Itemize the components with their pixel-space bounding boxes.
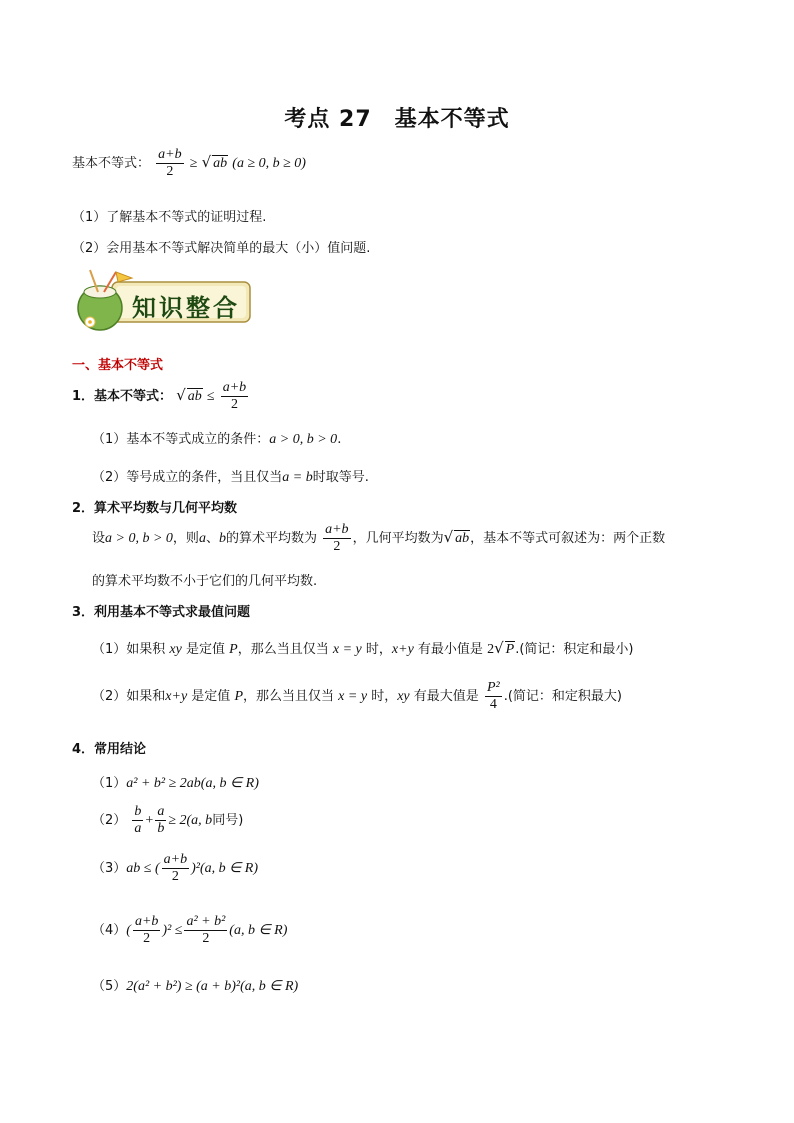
item3-heading: 3．利用基本不等式求最值问题	[72, 605, 251, 620]
intro-label: 基本不等式：	[72, 156, 151, 171]
intro-fraction: $\frac{a+b}{2}$	[158, 147, 182, 179]
conclusion-1: （1）a² + b² ≥ 2ab(a, b ∈ R)	[92, 776, 259, 791]
sqrt-icon: √	[494, 639, 504, 657]
item3-case2: （2）如果和x+y 是定值 P，那么当且仅当 x = y 时，xy 有最大值是 $\frac{\text{P²}}{4}$ .(简记：和定积最大)	[92, 680, 622, 712]
conclusion-4: （4）( $\frac{a+b}{2}$ )² ≤ $\frac{\text{a² + b²}}{2}$ (a, b ∈ R)	[92, 914, 288, 946]
sqrt-icon: √	[443, 528, 454, 546]
intro-formula: 基本不等式： $\frac{a+b}{2}$ ≥ √ ab (a ≥ 0, b ≥ 0)	[72, 147, 306, 179]
item4-heading: 4．常用结论	[72, 742, 147, 757]
banner-title: 知识整合	[132, 294, 240, 322]
item2-paragraph-line1: 设a > 0, b > 0，则a、b的算术平均数为 $\frac{a+b}{2}$ ，几何平均数为√ ab，基本不等式可叙述为：两个正数	[92, 522, 666, 554]
item1-heading: 1．基本不等式： √ ab ≤ $\frac{a+b}{2}$	[72, 380, 247, 412]
requirement-1: （1）了解基本不等式的证明过程.	[72, 210, 267, 225]
item1-equality: （2）等号成立的条件，当且仅当a = b时取等号.	[92, 470, 369, 485]
conclusion-5: （5）2(a² + b²) ≥ (a + b)²(a, b ∈ R)	[92, 979, 299, 994]
intro-condition: (a ≥ 0, b ≥ 0)	[232, 156, 306, 171]
sqrt-icon: √	[176, 386, 186, 404]
page-title: 考点 27 基本不等式	[284, 107, 510, 132]
item3-case1: （1）如果积 xy 是定值 P，那么当且仅当 x = y 时，x+y 有最小值是 2√ P.(简记：积定和最小)	[92, 639, 634, 657]
requirement-2: （2）会用基本不等式解决简单的最大（小）值问题.	[72, 241, 371, 256]
conclusion-2: （2） $\frac{b}{a}$ + $\frac{a}{b}$ ≥ 2(a, b同号)	[92, 804, 244, 836]
item2-paragraph-line2: 的算术平均数不小于它们的几何平均数.	[92, 574, 318, 589]
item1-condition: （1）基本不等式成立的条件：a > 0, b > 0.	[92, 432, 342, 447]
conclusion-3: （3）ab ≤ ( $\frac{a+b}{2}$ )²(a, b ∈ R)	[92, 852, 259, 884]
item2-heading: 2．算术平均数与几何平均数	[72, 501, 238, 516]
sqrt-icon: √	[201, 153, 212, 171]
knowledge-banner	[72, 268, 254, 334]
section-heading: 一、基本不等式	[72, 358, 164, 373]
